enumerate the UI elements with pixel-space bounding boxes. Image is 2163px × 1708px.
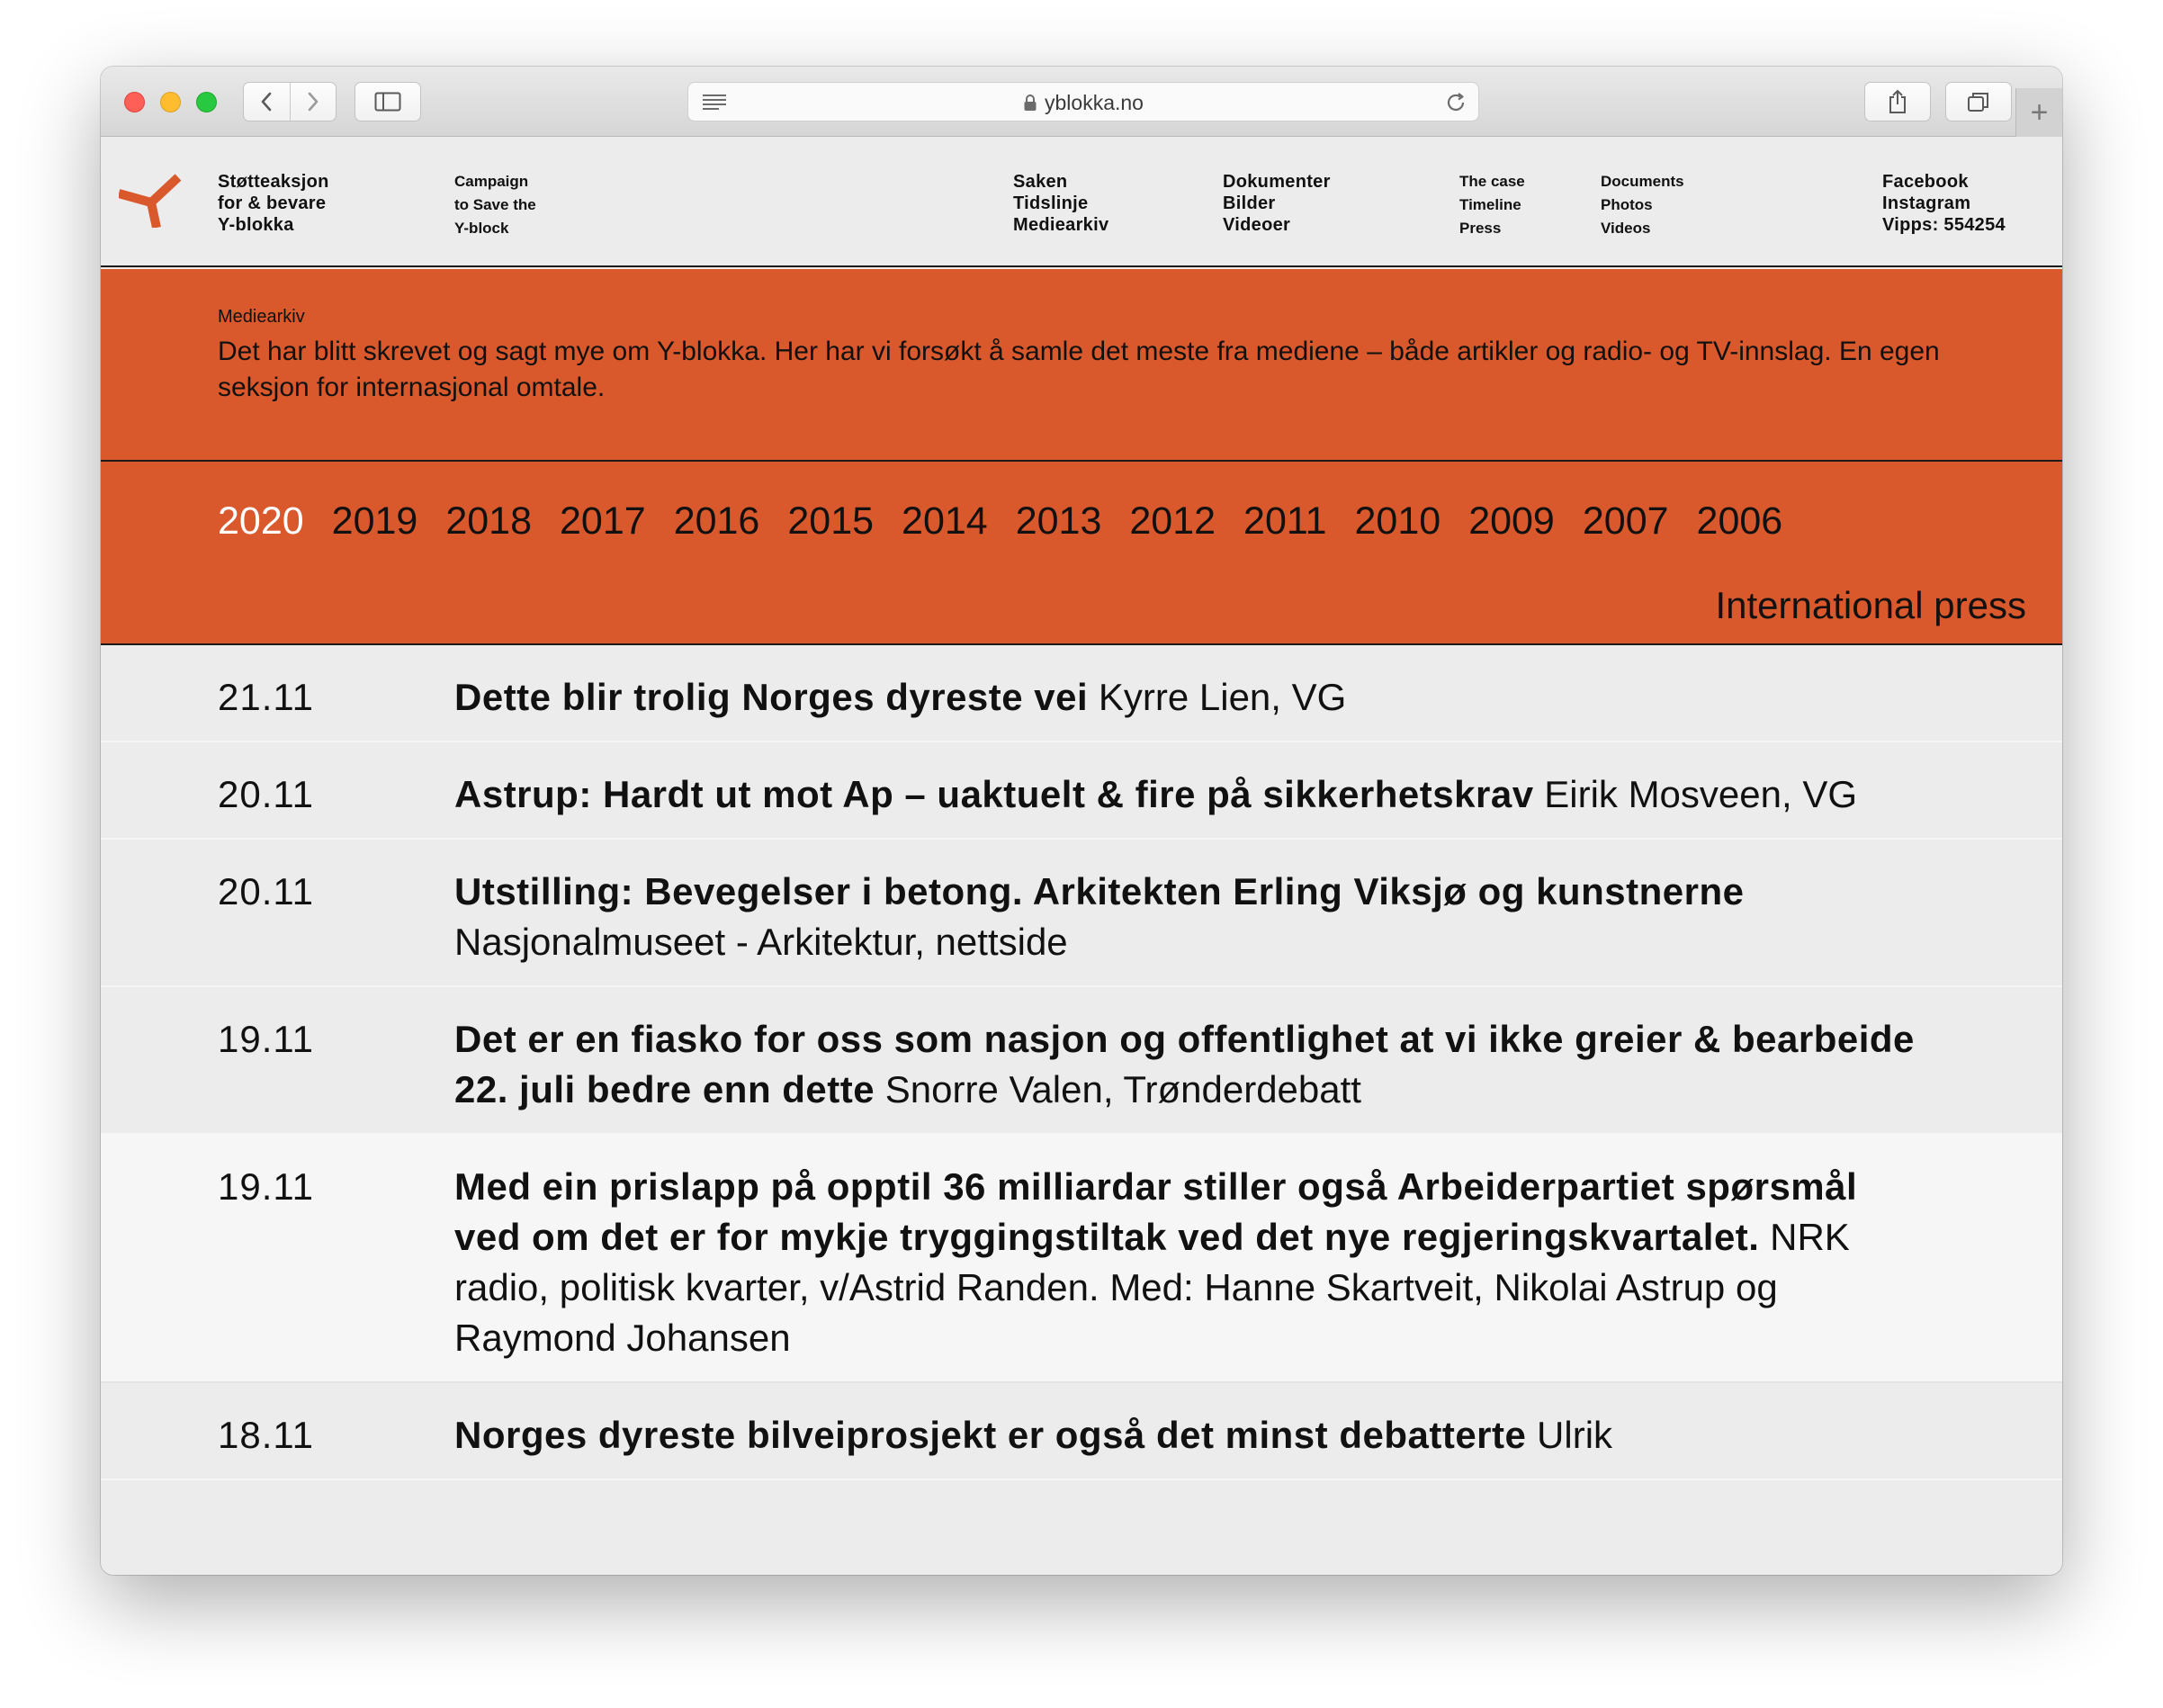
org-name-no[interactable] (218, 171, 329, 236)
section-divider (101, 460, 2062, 462)
nav-en-secondary (1601, 170, 1684, 240)
share-icon (1887, 89, 1908, 114)
url-text: yblokka.no (1045, 90, 1144, 114)
section-intro: Det har blitt skrevet og sagt mye om Y-blokka. Her har vi forsøkt å samle det meste fra mediene – både artikler og radio- og TV-innslag. En egen seksjon for internasjonal omtale. (218, 337, 1940, 402)
article-entry (454, 769, 1930, 820)
year-link-2011[interactable]: 2011 (1243, 499, 1327, 543)
year-link-2017[interactable]: 2017 (560, 499, 646, 543)
year-link-2016[interactable]: 2016 (673, 499, 760, 543)
year-link-2013[interactable]: 2013 (1015, 499, 1102, 543)
article-title-link[interactable]: Dette blir trolig Norges dyreste vei (454, 676, 1089, 718)
org-name-en-line-3: Y-block (454, 220, 509, 237)
article-date: 18.11 (218, 1414, 314, 1456)
org-name-en[interactable] (454, 170, 536, 240)
nav-link-the-case[interactable]: The case (1459, 173, 1525, 190)
section-label: Mediearkiv (218, 307, 305, 327)
org-name-no-line-3: Y-blokka (218, 215, 294, 235)
article-date: 20.11 (218, 773, 314, 815)
nav-link-videoer[interactable]: Videoer (1223, 215, 1291, 235)
year-link-2014[interactable]: 2014 (902, 499, 988, 543)
nav-en-primary (1459, 170, 1525, 240)
share-button[interactable] (1864, 82, 1931, 121)
article-list (101, 643, 2062, 1480)
chevron-right-icon (307, 91, 319, 112)
nav-link-dokumenter[interactable]: Dokumenter (1223, 172, 1331, 192)
vipps-number[interactable]: Vipps: 554254 (1882, 215, 2006, 235)
article-source: Ulrik (1537, 1414, 1613, 1456)
article-entry (454, 672, 1930, 723)
article-title-link[interactable]: Med ein prislapp på opptil 36 milliardar stiller også Arbeiderpartiet spørsmål ved om det er for mykje tryggingstiltak ved det nye regjeringskvartalet. (454, 1165, 1858, 1258)
sidebar-button[interactable] (355, 82, 421, 121)
nav-no-secondary (1223, 171, 1331, 236)
article-date: 19.11 (218, 1165, 314, 1208)
social-link-instagram[interactable]: Instagram (1882, 193, 1971, 213)
zoom-window-button[interactable] (196, 92, 217, 112)
nav-link-press[interactable]: Press (1459, 220, 1502, 237)
article-title-link[interactable]: Norges dyreste bilveiprosjekt er også det minst debatterte (454, 1414, 1527, 1456)
browser-toolbar (101, 67, 2062, 137)
article-source: Eirik Mosveen, VG (1544, 773, 1858, 815)
article-row[interactable] (101, 840, 2062, 987)
history-navigation (243, 82, 337, 121)
nav-link-tidslinje[interactable]: Tidslinje (1013, 193, 1089, 213)
nav-link-videos[interactable]: Videos (1601, 220, 1651, 237)
article-date: 20.11 (218, 870, 314, 912)
web-page (101, 138, 2062, 1575)
year-link-2009[interactable]: 2009 (1468, 499, 1555, 543)
social-link-facebook[interactable]: Facebook (1882, 172, 1969, 192)
year-link-2006[interactable]: 2006 (1696, 499, 1783, 543)
tabs-icon (1967, 91, 1990, 112)
reload-icon[interactable] (1444, 91, 1467, 114)
new-tab-button[interactable] (2015, 88, 2062, 137)
article-title-link[interactable]: Astrup: Hardt ut mot Ap – uaktuelt & fire på sikkerhetskrav (454, 773, 1534, 815)
tab-overview-button[interactable] (1945, 82, 2012, 121)
forward-button[interactable] (290, 83, 336, 121)
year-link-2020[interactable]: 2020 (218, 499, 304, 543)
org-name-en-line-1: Campaign (454, 173, 529, 190)
year-link-2015[interactable]: 2015 (787, 499, 875, 543)
article-entry (454, 867, 1930, 967)
nav-link-bilder[interactable]: Bilder (1223, 193, 1276, 213)
year-link-2012[interactable]: 2012 (1129, 499, 1216, 543)
org-name-no-line-1: Støtteaksjon (218, 172, 329, 192)
url-display[interactable] (688, 83, 1478, 122)
nav-link-documents[interactable]: Documents (1601, 173, 1684, 190)
international-press-link[interactable]: International press (1715, 584, 2026, 626)
article-row[interactable] (101, 1383, 2062, 1480)
article-source: Snorre Valen, Trønderdebatt (884, 1068, 1361, 1110)
article-entry (454, 1014, 1930, 1115)
nav-link-photos[interactable]: Photos (1601, 196, 1653, 213)
chevron-left-icon (260, 91, 273, 112)
y-block-logo-icon[interactable] (119, 170, 184, 228)
article-entry (454, 1162, 1930, 1363)
plus-icon: + (2030, 94, 2049, 130)
article-row[interactable] (101, 742, 2062, 840)
year-link-2007[interactable]: 2007 (1582, 499, 1669, 543)
org-name-en-line-2: to Save the (454, 196, 536, 213)
sidebar-icon (374, 92, 401, 112)
year-filter (218, 499, 1782, 544)
article-source: Kyrre Lien, VG (1098, 676, 1347, 718)
nav-link-saken[interactable]: Saken (1013, 172, 1068, 192)
site-header (101, 138, 2062, 267)
year-link-2018[interactable]: 2018 (445, 499, 533, 543)
article-date: 21.11 (218, 676, 314, 718)
article-source: NRK radio, politisk kvarter, v/Astrid Randen. Med: Hanne Skartveit, Nikolai Astrup og Raymond Johansen (454, 1216, 1850, 1359)
browser-window (101, 67, 2062, 1575)
nav-link-timeline[interactable]: Timeline (1459, 196, 1521, 213)
nav-no-primary (1013, 171, 1108, 236)
address-bar[interactable] (687, 82, 1479, 121)
year-link-2010[interactable]: 2010 (1354, 499, 1441, 543)
year-link-2019[interactable]: 2019 (331, 499, 418, 543)
close-window-button[interactable] (124, 92, 145, 112)
org-name-no-line-2: for & bevare (218, 193, 327, 213)
article-date: 19.11 (218, 1018, 314, 1060)
article-title-link[interactable]: Det er en fiasko for oss som nasjon og offentlighet at vi ikke greier & bearbeide 22. juli bedre enn dette (454, 1018, 1915, 1110)
article-source: Nasjonalmuseet - Arkitektur, nettside (454, 921, 1068, 963)
article-entry (454, 1410, 1930, 1461)
article-row[interactable] (101, 1135, 2062, 1383)
article-row[interactable] (101, 645, 2062, 742)
nav-link-mediearkiv[interactable]: Mediearkiv (1013, 215, 1109, 235)
media-archive-hero (101, 269, 2062, 643)
social-links (1882, 171, 2006, 236)
minimize-window-button[interactable] (160, 92, 181, 112)
lock-icon (1023, 94, 1037, 112)
back-button[interactable] (244, 83, 290, 121)
article-title-link[interactable]: Utstilling: Bevegelser i betong. Arkitekten Erling Viksjø og kunstnerne (454, 870, 1745, 912)
article-row[interactable] (101, 987, 2062, 1135)
